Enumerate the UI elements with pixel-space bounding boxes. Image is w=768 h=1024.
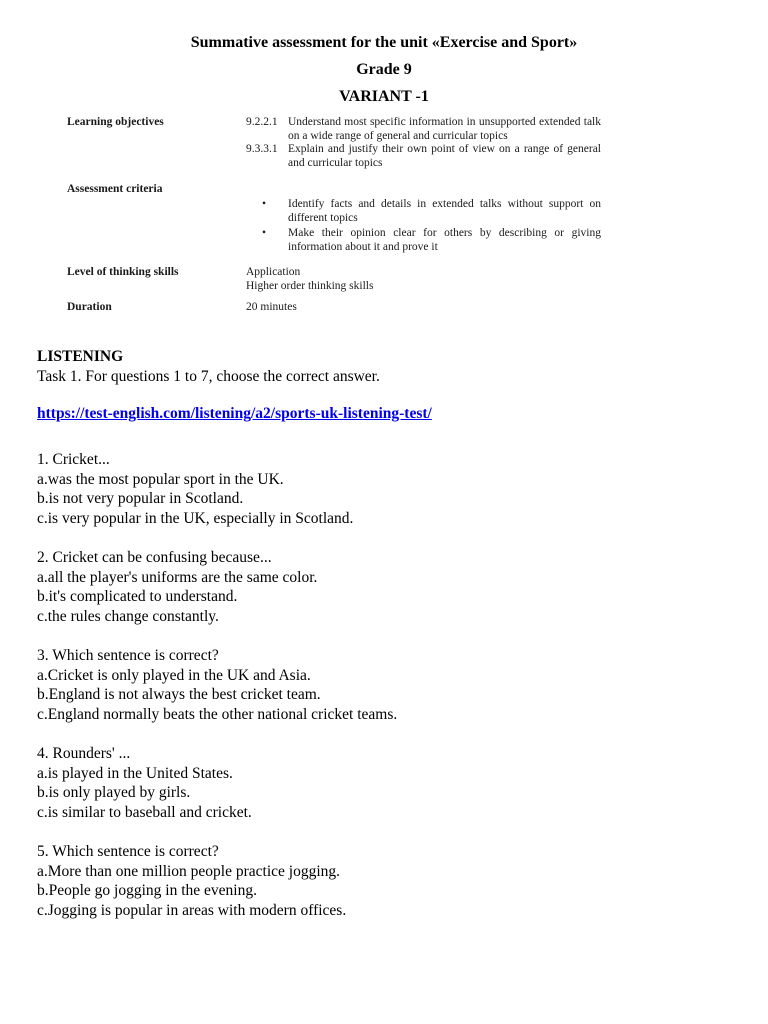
question-block — [37, 842, 346, 920]
question-block — [37, 548, 317, 626]
question-block — [37, 744, 252, 822]
question-text: 1. Cricket... — [37, 451, 110, 468]
listening-heading: LISTENING — [37, 348, 124, 365]
answer-option-c: c.the rules change constantly. — [37, 607, 219, 625]
answer-option-c: c.England normally beats the other national cricket teams. — [37, 705, 398, 723]
answer-option-b: b.is not very popular in Scotland. — [37, 490, 244, 508]
criteria-item — [246, 198, 601, 225]
answer-option-a: a.Cricket is only played in the UK and Asia. — [37, 666, 311, 684]
answer-option-b: b.is only played by girls. — [37, 784, 191, 802]
question-text: 4. Rounders' ... — [37, 745, 131, 762]
duration-value: 20 minutes — [246, 301, 297, 313]
answer-option-a: a.More than one million people practice jogging. — [37, 862, 341, 880]
bullet-icon: • — [262, 198, 267, 210]
duration-label: Duration — [67, 301, 112, 313]
question-text: 3. Which sentence is correct? — [37, 647, 219, 664]
learning-objectives-list — [246, 116, 601, 170]
grade-label: Grade 9 — [356, 61, 412, 78]
objective-code: 9.2.2.1 — [246, 116, 278, 128]
criteria-text: Make their opinion clear for others by describing or giving information about it and prove it — [288, 227, 601, 253]
question-text: 5. Which sentence is correct? — [37, 843, 219, 860]
answer-option-b: b.People go jogging in the evening. — [37, 882, 257, 900]
answer-option-a: a.is played in the United States. — [37, 764, 233, 782]
task-instruction: Task 1. For questions 1 to 7, choose the correct answer. — [37, 368, 380, 385]
objective-text: Explain and justify their own point of view on a range of general and curricular topics — [288, 143, 601, 169]
document-title: Summative assessment for the unit «Exercise and Sport» — [190, 34, 578, 51]
answer-option-b: b.it's complicated to understand. — [37, 588, 238, 606]
criteria-item — [246, 227, 601, 254]
listening-test-link[interactable]: https://test-english.com/listening/a2/sports-uk-listening-test/ — [37, 405, 432, 422]
answer-option-c: c.is very popular in the UK, especially in Scotland. — [37, 509, 354, 527]
question-block — [37, 450, 353, 528]
answer-option-a: a.all the player's uniforms are the same color. — [37, 568, 318, 586]
question-text: 2. Cricket can be confusing because... — [37, 549, 272, 566]
assessment-criteria-label: Assessment criteria — [67, 183, 163, 195]
objective-text: Understand most specific information in unsupported extended talk on a wide range of general and curricular topics — [288, 116, 601, 142]
answer-option-c: c.is similar to baseball and cricket. — [37, 803, 252, 821]
objective-item — [246, 143, 601, 170]
bullet-icon: • — [262, 227, 267, 239]
objective-code: 9.3.3.1 — [246, 143, 278, 155]
answer-option-c: c.Jogging is popular in areas with modern offices. — [37, 901, 347, 919]
criteria-text: Identify facts and details in extended talks without support on different topics — [288, 198, 601, 224]
thinking-skills-value — [246, 266, 601, 293]
thinking-skill-item: Higher order thinking skills — [246, 279, 374, 292]
assessment-criteria-list — [246, 198, 601, 256]
variant-label: VARIANT -1 — [339, 88, 429, 105]
thinking-skills-label: Level of thinking skills — [67, 266, 179, 278]
answer-option-b: b.England is not always the best cricket team. — [37, 686, 321, 704]
objective-item — [246, 116, 601, 143]
answer-option-a: a.was the most popular sport in the UK. — [37, 470, 284, 488]
learning-objectives-label: Learning objectives — [67, 116, 164, 128]
question-block — [37, 646, 397, 724]
thinking-skill-item: Application — [246, 266, 301, 278]
